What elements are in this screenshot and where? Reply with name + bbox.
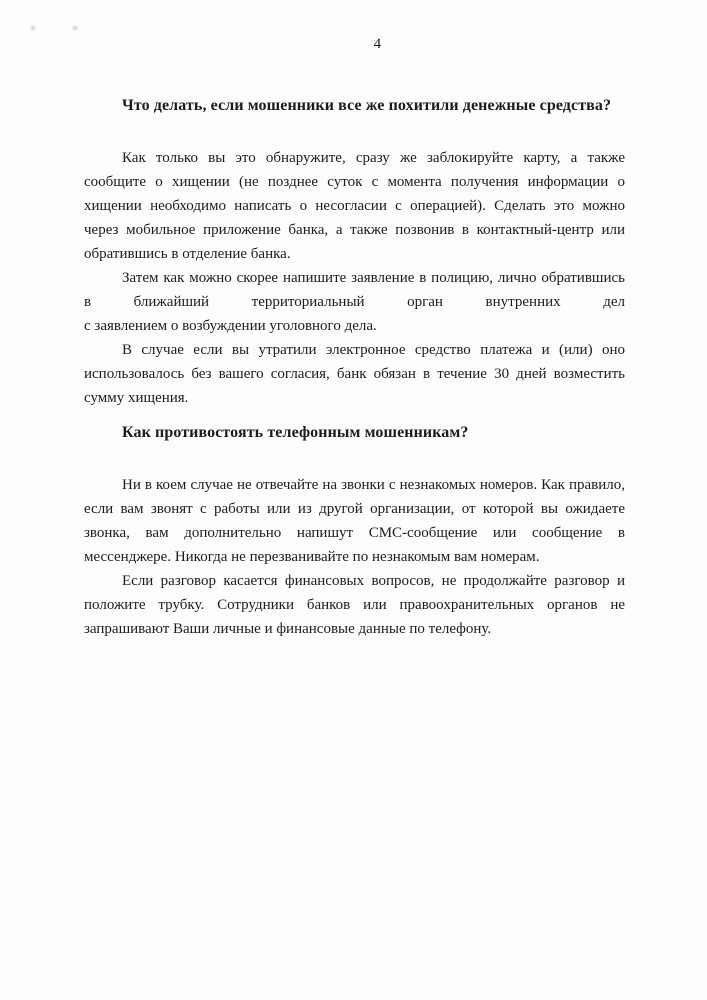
paragraph-financial-calls: [84, 569, 625, 641]
document-body: [84, 0, 625, 641]
section-heading-stolen-funds: Что делать, если мошенники все же похитили денежные средства?: [122, 97, 612, 114]
page-number: 4: [373, 36, 382, 52]
text-line: В случае если вы утратили электронное средство платежа и (или) оно: [122, 342, 625, 358]
text-line: Как только вы это обнаружите, сразу же заблокируйте карту, а также: [122, 150, 625, 166]
text-line: Если разговор касается финансовых вопросов, не продолжайте разговор и: [122, 573, 625, 589]
paragraph-police-report: [84, 266, 625, 338]
text-line: хищении необходимо написать о несогласии с операцией). Сделать это можно: [84, 198, 625, 214]
text-line: запрашивают Ваши личные и финансовые данные по телефону.: [84, 621, 492, 637]
text-line: Ни в коем случае не отвечайте на звонки с незнакомых номеров. Как правило,: [122, 477, 625, 493]
text-line: сообщите о хищении (не позднее суток с момента получения информации о: [84, 174, 625, 190]
text-line: через мобильное приложение банка, а также позвонив в контактный-центр или: [84, 222, 625, 238]
text-line: в ближайший территориальный орган внутренних дел: [84, 294, 625, 310]
text-line: звонка, вам дополнительно напишут СМС-сообщение или сообщение в: [84, 525, 625, 541]
paragraph-unknown-numbers: [84, 473, 625, 569]
scan-speck: [73, 26, 77, 30]
text-line: с заявлением о возбуждении уголовного дела.: [84, 318, 377, 334]
paragraph-bank-refund: [84, 338, 625, 410]
text-line: обратившись в отделение банка.: [84, 246, 291, 262]
text-line: использовалось без вашего согласия, банк обязан в течение 30 дней возместить: [84, 366, 625, 382]
text-line: положите трубку. Сотрудники банков или правоохранительных органов не: [84, 597, 625, 613]
text-line: если вам звонят с работы или из другой организации, от которой вы ожидаете: [84, 501, 625, 517]
text-line: мессенджере. Никогда не перезванивайте по незнакомым вам номерам.: [84, 549, 540, 565]
text-line: сумму хищения.: [84, 390, 189, 406]
section-heading-phone-scammers: Как противостоять телефонным мошенникам?: [122, 424, 469, 441]
text-line: Затем как можно скорее напишите заявление в полицию, лично обратившись: [122, 270, 625, 286]
scan-speck: [31, 26, 35, 30]
paragraph-block-card: [84, 146, 625, 266]
